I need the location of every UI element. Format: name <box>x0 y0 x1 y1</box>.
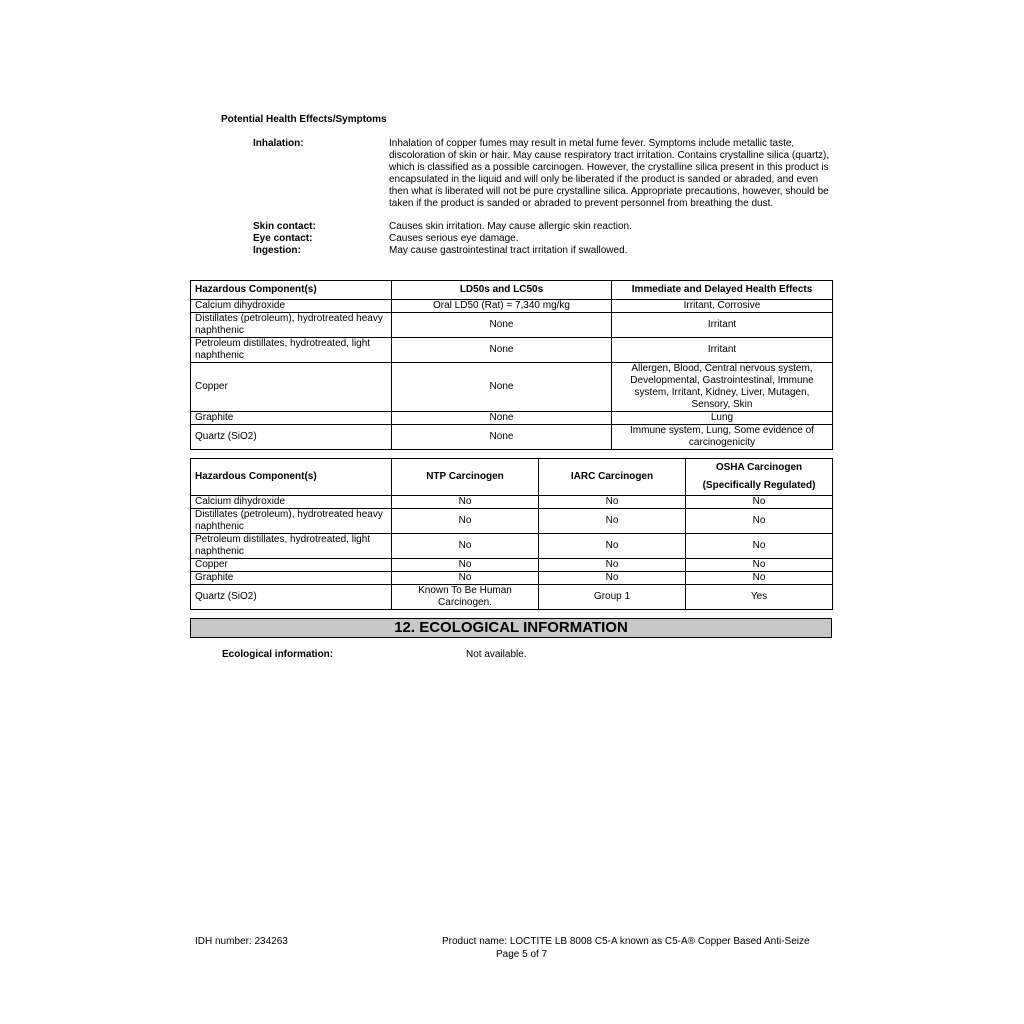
table-cell: None <box>392 425 612 450</box>
table-cell: Petroleum distillates, hydrotreated, light naphthenic <box>191 338 392 363</box>
table-row <box>191 338 833 363</box>
table-cell: Calcium dihydroxide <box>191 496 392 509</box>
table-cell: No <box>686 509 833 534</box>
table-cell: Immune system, Lung, Some evidence of carcinogenicity <box>612 425 833 450</box>
table-cell: Quartz (SiO2) <box>191 585 392 610</box>
osha-header-line2: (Specifically Regulated) <box>702 480 816 491</box>
table-row <box>191 412 833 425</box>
carcinogen-table <box>190 458 833 610</box>
table-cell: None <box>392 338 612 363</box>
table-cell: No <box>539 534 686 559</box>
table-cell: Quartz (SiO2) <box>191 425 392 450</box>
table-cell: Allergen, Blood, Central nervous system, Developmental, Gastrointestinal, Immune system, Irritant, Kidney, Liver, Mutagen, Sensory, Skin <box>612 363 833 412</box>
table-cell: None <box>392 363 612 412</box>
table-cell: Graphite <box>191 412 392 425</box>
section-12-heading: 12. ECOLOGICAL INFORMATION <box>190 618 832 638</box>
table-cell: No <box>686 534 833 559</box>
table-cell: No <box>539 509 686 534</box>
eye-contact-label: Eye contact: <box>253 233 313 244</box>
table-cell: Known To Be Human Carcinogen. <box>392 585 539 610</box>
table-cell: No <box>686 559 833 572</box>
table-cell: Distillates (petroleum), hydrotreated heavy naphthenic <box>191 509 392 534</box>
table-cell: No <box>539 572 686 585</box>
table-cell: No <box>686 496 833 509</box>
table-cell: Oral LD50 (Rat) = 7,340 mg/kg <box>392 300 612 313</box>
table-row <box>191 509 833 534</box>
footer-page-number: Page 5 of 7 <box>496 949 548 960</box>
eye-contact-text: Causes serious eye damage. <box>389 233 519 244</box>
inhalation-text: Inhalation of copper fumes may result in metal fume fever. Symptoms include metallic taste, discoloration of skin or hair. May cause respiratory tract irritation. Contains crystalline silica (quartz), which is classified as a possible carcinogen. However, the crystalline silica present in this product is encapsulated in the liquid and will only be liberated if the product is sanded or abraded, and even then what is liberated will not be pure crystalline silica. Appropriate precautions, however, should be taken if the product is sanded or abraded to prevent personnel from breathing the dust. <box>389 138 830 209</box>
table-header-row <box>191 459 833 496</box>
table-row <box>191 572 833 585</box>
table-cell: Irritant, Corrosive <box>612 300 833 313</box>
table-cell: No <box>392 496 539 509</box>
table-cell: None <box>392 412 612 425</box>
table-header-row <box>191 281 833 300</box>
footer-product-name: Product name: LOCTITE LB 8008 C5-A known as C5-A® Copper Based Anti-Seize <box>442 936 810 947</box>
ingestion-text: May cause gastrointestinal tract irritation if swallowed. <box>389 245 628 256</box>
section-heading: Potential Health Effects/Symptoms <box>221 114 387 125</box>
ecological-info-label: Ecological information: <box>222 649 334 660</box>
column-header: Hazardous Component(s) <box>191 281 392 300</box>
table-cell: No <box>392 534 539 559</box>
table-cell: No <box>392 572 539 585</box>
table-cell: Copper <box>191 363 392 412</box>
column-header: NTP Carcinogen <box>392 459 539 496</box>
table-cell: None <box>392 313 612 338</box>
table-cell: No <box>686 572 833 585</box>
table-row <box>191 313 833 338</box>
ingestion-label: Ingestion: <box>253 245 301 256</box>
table-cell: Yes <box>686 585 833 610</box>
column-header: IARC Carcinogen <box>539 459 686 496</box>
table-cell: No <box>392 509 539 534</box>
footer-idh-number: IDH number: 234263 <box>195 936 288 947</box>
column-header: Hazardous Component(s) <box>191 459 392 496</box>
table-cell: Graphite <box>191 572 392 585</box>
inhalation-label: Inhalation: <box>253 138 304 149</box>
table-row <box>191 496 833 509</box>
column-header: Immediate and Delayed Health Effects <box>612 281 833 300</box>
table-cell: No <box>392 559 539 572</box>
table-cell: Irritant <box>612 338 833 363</box>
column-header <box>686 459 833 496</box>
table-cell: Group 1 <box>539 585 686 610</box>
ecological-info-value: Not available. <box>466 649 527 660</box>
table-row <box>191 300 833 313</box>
column-header: LD50s and LC50s <box>392 281 612 300</box>
table-cell: No <box>539 559 686 572</box>
table-cell: No <box>539 496 686 509</box>
toxicity-table <box>190 280 833 450</box>
table-cell: Distillates (petroleum), hydrotreated heavy naphthenic <box>191 313 392 338</box>
osha-header-line1: OSHA Carcinogen <box>715 462 803 473</box>
table-cell: Irritant <box>612 313 833 338</box>
table-row <box>191 363 833 412</box>
table-row <box>191 534 833 559</box>
table-cell: Lung <box>612 412 833 425</box>
skin-contact-text: Causes skin irritation. May cause allergic skin reaction. <box>389 221 632 232</box>
table-cell: Petroleum distillates, hydrotreated, light naphthenic <box>191 534 392 559</box>
table-row <box>191 559 833 572</box>
table-row <box>191 585 833 610</box>
skin-contact-label: Skin contact: <box>253 221 316 232</box>
table-cell: Calcium dihydroxide <box>191 300 392 313</box>
table-row <box>191 425 833 450</box>
table-cell: Copper <box>191 559 392 572</box>
